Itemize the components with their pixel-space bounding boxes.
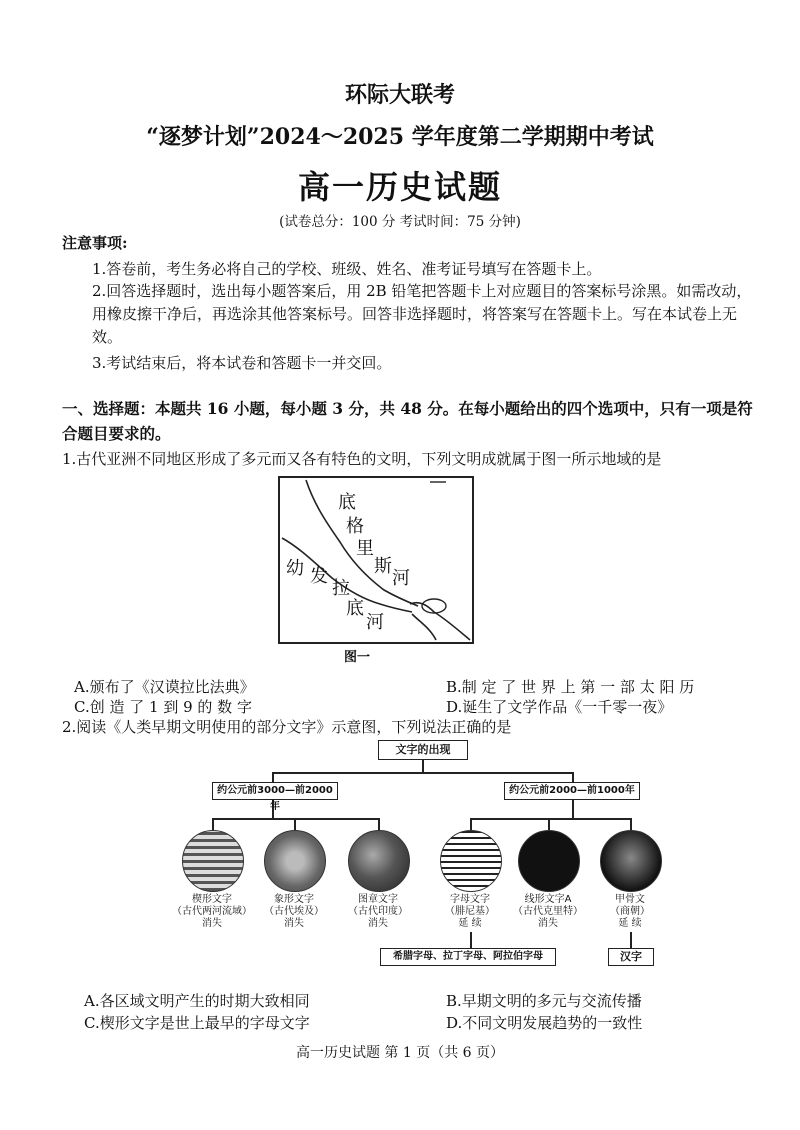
successor-alphabets-box: 希腊字母、拉丁字母、阿拉伯字母 [380,948,556,966]
period-box-left: 约公元前3000—前2000年 [212,782,338,800]
script-label-cuneiform: 楔形文字 （古代两河流域） 消失 [172,894,252,929]
notice-title: 注意事项: [62,234,128,252]
script-label-hieroglyph: 象形文字 （古代埃及） 消失 [264,894,324,929]
map-label-tigris-5: 河 [392,568,410,589]
script-label-linear-a: 线形文字A （古代克里特） 消失 [513,894,583,929]
period-box-right: 约公元前2000—前1000年 [504,782,640,800]
script-label-oracle: 甲骨文 （商朝） 延 续 [610,894,650,929]
cuneiform-image [182,830,244,892]
q1-option-b: B.制 定 了 世 界 上 第 一 部 太 阳 历 [446,678,695,696]
q1-option-d: D.诞生了文学作品《一千零一夜》 [446,698,673,716]
subject-title: 高一历史试题 [297,168,502,206]
hieroglyph-image [264,830,326,892]
q1-option-c: C.创 造 了 1 到 9 的 数 字 [74,698,252,716]
diagram-root-box: 文字的出现 [378,740,468,760]
successor-hanzi-box: 汉字 [608,948,654,966]
notice-item-1: 1.答卷前，考生务必将自己的学校、班级、姓名、准考证号填写在答题卡上。 [92,260,602,278]
map-label-euphrates-1: 幼 [286,558,304,579]
q2-option-d: D.不同文明发展趋势的一致性 [446,1014,643,1032]
oracle-bone-image [600,830,662,892]
question-1-stem: 1.古代亚洲不同地区形成了多元而又各有特色的文明，下列文明成就属于图一所示地域的是 [62,450,662,468]
q2-option-b: B.早期文明的多元与交流传播 [446,992,642,1010]
linear-a-image [518,830,580,892]
q2-option-a: A.各区域文明产生的时期大致相同 [84,992,310,1010]
exam-title: “逐梦计划”2024～2025 学年度第二学期期中考试 [146,124,654,150]
map-label-tigris-3: 里 [356,538,374,559]
map-label-euphrates-3: 拉 [332,578,350,599]
script-label-alphabet: 字母文字 （腓尼基） 延 续 [445,894,495,929]
map-label-euphrates-2: 发 [310,566,328,587]
phoenician-alphabet-image [440,830,502,892]
writing-systems-diagram [172,740,662,980]
question-2-stem: 2.阅读《人类早期文明使用的部分文字》示意图，下列说法正确的是 [62,718,512,736]
map-label-euphrates-5: 河 [366,612,384,633]
notice-item-3: 3.考试结束后，将本试卷和答题卡一并交回。 [92,354,392,372]
section-title: 一、选择题：本题共 16 小题，每小题 3 分，共 48 分。在每小题给出的四个选项中，只有一项是符合题目要求的。 [62,399,753,443]
q1-option-a: A.颁布了《汉谟拉比法典》 [74,678,255,696]
map-label-tigris-1: 底 [338,492,356,513]
q2-option-c: C.楔形文字是世上最早的字母文字 [84,1014,310,1032]
map-caption: 图一 [344,650,371,665]
script-label-seal: 图章文字 （古代印度） 消失 [348,894,408,929]
exam-org: 环际大联考 [344,82,455,108]
notice-item-2: 2.回答选择题时，选出每小题答案后，用 2B 铅笔把答题卡上对应题目的答案标号涂黑。如需改动，用橡皮擦干净后，再选涂其他答案标号。回答非选择题时，将答案写在答题卡上。写在本试卷上无效。 [92,282,752,346]
map-label-euphrates-4: 底 [346,598,364,619]
map-figure [278,476,474,644]
page-footer: 高一历史试题 第 1 页（共 6 页） [295,1045,505,1061]
map-label-tigris-4: 斯 [374,556,392,577]
exam-meta: (试卷总分：100 分 考试时间：75 分钟) [279,214,521,230]
map-label-tigris-2: 格 [346,516,364,537]
seal-script-image [348,830,410,892]
